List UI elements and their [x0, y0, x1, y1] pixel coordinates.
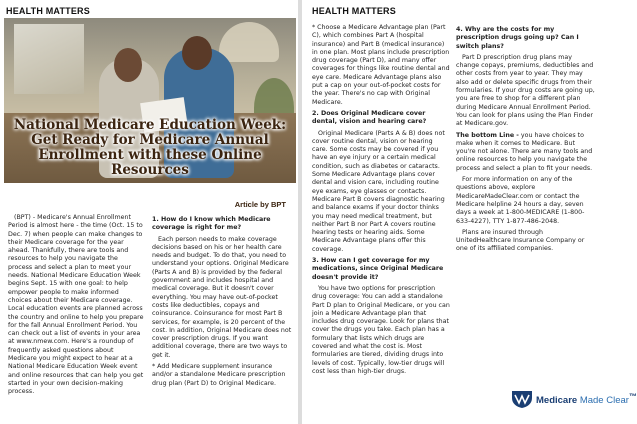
question-1: 1. How do I know which Medicare coverage is right for me? [152, 216, 271, 232]
answer-4: Part D prescription drug plans may change copays, premiums, deductibles and other costs from year to year. They may also add or delete specific drugs from their formularies. If your drug costs are going up, you are free to shop for a different plan during Medicare Annual Enrollment Period. You can look for plans using the Plan Finder at Medicare.gov. [456, 53, 595, 128]
logo-trademark: ™ [628, 391, 637, 401]
bottom-line-label: The bottom Line - [456, 131, 519, 139]
answer-1-paragraph-2: * Add Medicare supplement insurance and/or a standalone Medicare prescription drug plan (Part D) to Original Medicare. [152, 363, 286, 387]
logo-wordmark-bold: Medicare [536, 395, 578, 407]
logo-wordmark [536, 392, 637, 406]
answer-1-paragraph-1: Each person needs to make coverage decisions based on his or her health care needs and budget. To do that, you need to understand your options. Original Medicare (Parts A and B) is provided by the federal government and includes hospital and medical coverage. But it doesn't cover everything. You may have out-of-pocket costs like deductibles, copays and coinsurance. Coinsurance for most Part B services, for example, is 20 percent of the cost. In addition, Original Medicare does not cover prescription drugs. If you want additional coverage, there are two ways to get it. [152, 235, 292, 359]
question-2: 2. Does Original Medicare cover dental, vision and hearing care? [312, 109, 427, 126]
left-column-2 [152, 214, 292, 391]
more-info-paragraph: For more information on any of the questions above, explore MedicareMadeClear.com or contact the Medicare helpline 24 hours a day, seven days a week at 1-800-MEDICARE (1-800-633-4227), TTY 1-877-486-2048. [456, 176, 585, 225]
medicare-made-clear-logo [510, 388, 637, 410]
question-4: 4. Why are the costs for my prescription drugs going up? Can I switch plans? [456, 26, 579, 50]
bottom-line-text: you have choices to make when it comes to Medicare. But you're not alone. There are many tools and online resources to help you navigate the process and select a plan to fit your needs. [456, 131, 593, 172]
answer-3: You have two options for prescription drug coverage: You can add a standalone Part D plan to Original Medicare, or you can join a Medicare Advantage plan that includes drug coverage. Look for plans that cover the drugs you take. Each plan has a formulary that lists which drugs are covered and what the cost is. Most formularies are tiered, dividing drugs into levels of cost. Typically, low-tier drugs will cost less than high-tier drugs. [312, 284, 450, 375]
answer-1-paragraph-3: * Choose a Medicare Advantage plan (Part C), which combines Part A (hospital insurance) and Part B (medical insurance) in one plan. Most plans include prescription drug coverage (Part D), and many offer coverages for things like routine dental and eye care. Medicare Advantage plans also put a cap on your out-of-pocket costs for the year. There's no cap with Original Medicare. [312, 24, 450, 106]
right-page [302, 0, 637, 424]
article-intro: (BPT) - Medicare's Annual Enrollment Period is almost here - the time (Oct. 15 to Dec. 7) when people can make changes to their Medicare coverage for the year ahead. Thankfully, there are tools and resources to help you navigate the process and select a plan to meet your needs. National Medicare Education Week begins Sept. 15 with one goal: to help empower people to make informed choices about their Medicare coverage. Local education events are planned across the country and online to help you prepare for the fall Annual Enrollment Period. You can check out a list of events in your area at www.nmew.com. Here's a roundup of frequently asked questions about Medicare you might expect to hear at a National Medicare Education Week event and online resources that can help you get started in your own decision-making process. [8, 214, 144, 396]
left-page-header: HEALTH MATTERS [6, 6, 90, 16]
bottom-line-paragraph [456, 132, 596, 173]
photo-window [14, 24, 84, 94]
right-column-2 [456, 24, 596, 257]
question-3: 3. How can I get coverage for my medications, since Original Medicare doesn't provide it? [312, 257, 444, 281]
left-column-1 [8, 214, 144, 400]
right-column-1 [312, 24, 450, 379]
article-byline: Article by BPT [234, 200, 286, 209]
left-page [0, 0, 298, 424]
photo-person-seated-head [114, 48, 142, 82]
photo-lamp [219, 22, 279, 62]
answer-2: Original Medicare (Parts A & B) does not cover routine dental, vision or hearing care. Some costs may be covered if you have an eye injury or a certain medical condition, such as diabetes or cataracts. Some Medicare Advantage plans cover dental and vision care, including routine eye exams, eye glasses or contacts. Medicare Part B covers diagnostic hearing and balance exams if your doctor thinks you may need medical treatment, but neither Part B nor Part A covers routine hearing tests or hearing aids. Some Medicare Advantage plans offer this coverage. [312, 129, 445, 253]
medicare-shield-logo-icon [510, 389, 534, 409]
photo-person-standing-head [182, 36, 212, 70]
logo-wordmark-light: Made Clear [577, 395, 629, 407]
right-page-header: HEALTH MATTERS [312, 6, 396, 16]
article-title: National Medicare Education Week: Get Ready for Medicare Annual Enrollment with these Online Resources [13, 117, 287, 178]
insured-paragraph: Plans are insured through UnitedHealthcare Insurance Company or one of its affiliated companies. [456, 228, 585, 253]
